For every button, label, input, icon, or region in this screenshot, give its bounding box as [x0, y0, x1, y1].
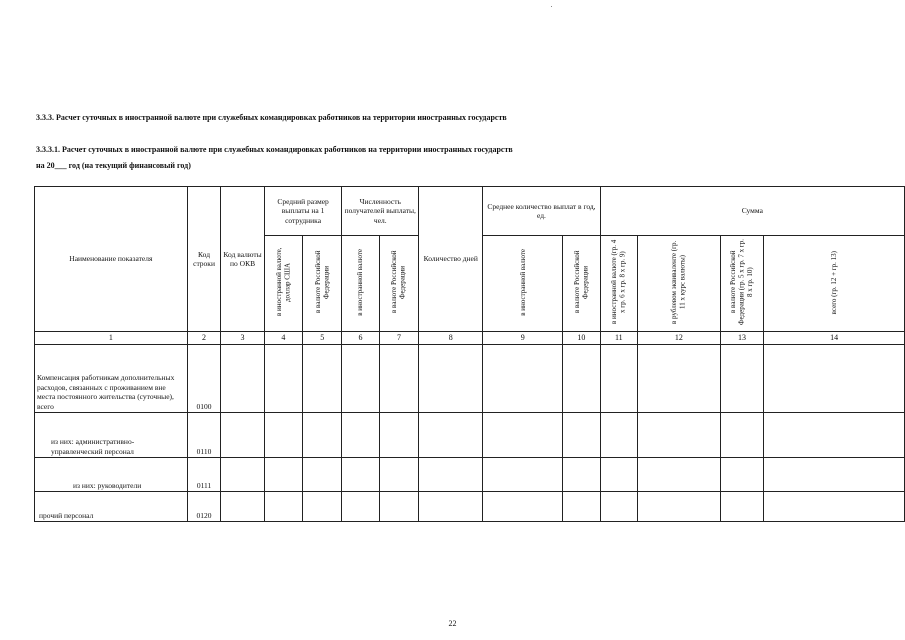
cell	[342, 458, 379, 492]
header-sum-foreign-text: в иностранной валюте (гр. 4 x гр. 6 x гр. 8 x гр. 9)	[610, 240, 627, 325]
header-sum-rub-equiv-text: в рублевом эквиваленте (гр. 11 x курс валюты)	[670, 240, 687, 324]
col-number: 12	[637, 332, 720, 345]
header-recipients: Численность получателей выплаты, чел.	[342, 187, 419, 236]
cell	[563, 458, 600, 492]
table-row	[35, 492, 905, 522]
header-sum-rub-text: в валюте Российской Федерации (гр. 5 x гр. 7 x гр. 8 x гр. 10)	[729, 239, 755, 326]
col-number: 7	[379, 332, 418, 345]
header-name: Наименование показателя	[35, 187, 188, 332]
cell	[221, 492, 264, 522]
col-number: 5	[303, 332, 342, 345]
cell	[221, 458, 264, 492]
col-number: 4	[264, 332, 302, 345]
cell	[221, 345, 264, 413]
header-sum-total	[764, 236, 905, 332]
row-code: 0100	[187, 345, 221, 413]
cell	[419, 413, 483, 458]
col-number: 6	[342, 332, 379, 345]
cell	[264, 345, 302, 413]
header-avg-payment: Средний размер выплаты на 1 сотрудника	[264, 187, 342, 236]
col-number: 9	[483, 332, 563, 345]
cell	[342, 413, 379, 458]
col-number: 11	[600, 332, 637, 345]
cell	[600, 492, 637, 522]
cell	[637, 413, 720, 458]
row-label: Компенсация работникам дополнительных расходов, связанных с проживанием вне места постоянного жительства (суточные), всего	[35, 345, 188, 413]
cell	[379, 458, 418, 492]
cell	[764, 413, 905, 458]
cell	[720, 413, 763, 458]
col-number: 1	[35, 332, 188, 345]
cell	[342, 345, 379, 413]
scan-speck	[551, 6, 552, 7]
cell	[764, 492, 905, 522]
per-diem-table	[34, 186, 905, 522]
cell	[419, 458, 483, 492]
row-code: 0120	[187, 492, 221, 522]
cell	[600, 413, 637, 458]
period-line: на 20___ год (на текущий финансовый год)	[36, 161, 191, 170]
col-number: 13	[720, 332, 763, 345]
header-cnt-foreign	[483, 236, 563, 332]
cell	[563, 492, 600, 522]
cell	[221, 413, 264, 458]
table-row	[35, 345, 905, 413]
header-cnt-rub	[563, 236, 600, 332]
cell	[720, 458, 763, 492]
header-sum-foreign	[600, 236, 637, 332]
cell	[264, 492, 302, 522]
table-row	[35, 413, 905, 458]
cell	[637, 345, 720, 413]
col-number: 8	[419, 332, 483, 345]
page-number: 22	[448, 619, 457, 628]
col-number: 14	[764, 332, 905, 345]
column-numbers-row	[35, 332, 905, 345]
row-label: прочий персонал	[35, 492, 188, 522]
row-label: из них: руководители	[35, 458, 188, 492]
cell	[563, 413, 600, 458]
cell	[379, 492, 418, 522]
col-number: 2	[187, 332, 221, 345]
cell	[764, 458, 905, 492]
header-avg-count: Среднее количество выплат в год, ед.	[483, 187, 600, 236]
col-number: 10	[563, 332, 600, 345]
subsection-title: 3.3.3.1. Расчет суточных в иностранной валюте при служебных командировках работников на территории иностранных государств	[36, 145, 513, 154]
header-cnt-rub-text: в валюте Российской Федерации	[572, 251, 590, 314]
cell	[419, 345, 483, 413]
table-row	[35, 458, 905, 492]
header-code-currency: Код валюты по ОКВ	[221, 187, 264, 332]
col-number: 3	[221, 332, 264, 345]
header-avg-rub	[303, 236, 342, 332]
cell	[419, 492, 483, 522]
row-label: из них: административно-управленческий персонал	[35, 413, 188, 458]
cell	[483, 413, 563, 458]
cell	[720, 492, 763, 522]
header-avg-rub-text: в валюте Российской Федерации	[313, 251, 331, 314]
header-rec-rub-text: в валюте Российской Федерации	[390, 251, 407, 314]
cell	[483, 345, 563, 413]
cell	[600, 458, 637, 492]
cell	[720, 345, 763, 413]
header-rec-rub	[379, 236, 418, 332]
header-cnt-foreign-text: в иностранной валюте	[518, 248, 527, 316]
header-avg-foreign	[264, 236, 302, 332]
cell	[483, 492, 563, 522]
cell	[637, 492, 720, 522]
row-code: 0110	[187, 413, 221, 458]
cell	[764, 345, 905, 413]
cell	[483, 458, 563, 492]
cell	[379, 413, 418, 458]
header-rec-foreign	[342, 236, 379, 332]
cell	[637, 458, 720, 492]
header-sum-rub	[720, 236, 763, 332]
header-sum-total-text: всего (гр. 12 + гр. 13)	[829, 250, 838, 314]
cell	[264, 458, 302, 492]
cell	[303, 413, 342, 458]
cell	[563, 345, 600, 413]
cell	[600, 345, 637, 413]
header-avg-foreign-text: в иностранной валюте, доллар США	[274, 248, 292, 317]
header-code-row: Код строки	[187, 187, 221, 332]
cell	[379, 345, 418, 413]
section-title: 3.3.3. Расчет суточных в иностранной валюте при служебных командировках работников на территории иностранных государств	[36, 113, 507, 122]
cell	[303, 345, 342, 413]
header-sum: Сумма	[600, 187, 904, 236]
header-rec-foreign-text: в иностранной валюте	[356, 248, 365, 316]
header-sum-rub-equiv	[637, 236, 720, 332]
row-code: 0111	[187, 458, 221, 492]
cell	[342, 492, 379, 522]
cell	[303, 458, 342, 492]
cell	[303, 492, 342, 522]
header-days: Количество дней	[419, 187, 483, 332]
cell	[264, 413, 302, 458]
